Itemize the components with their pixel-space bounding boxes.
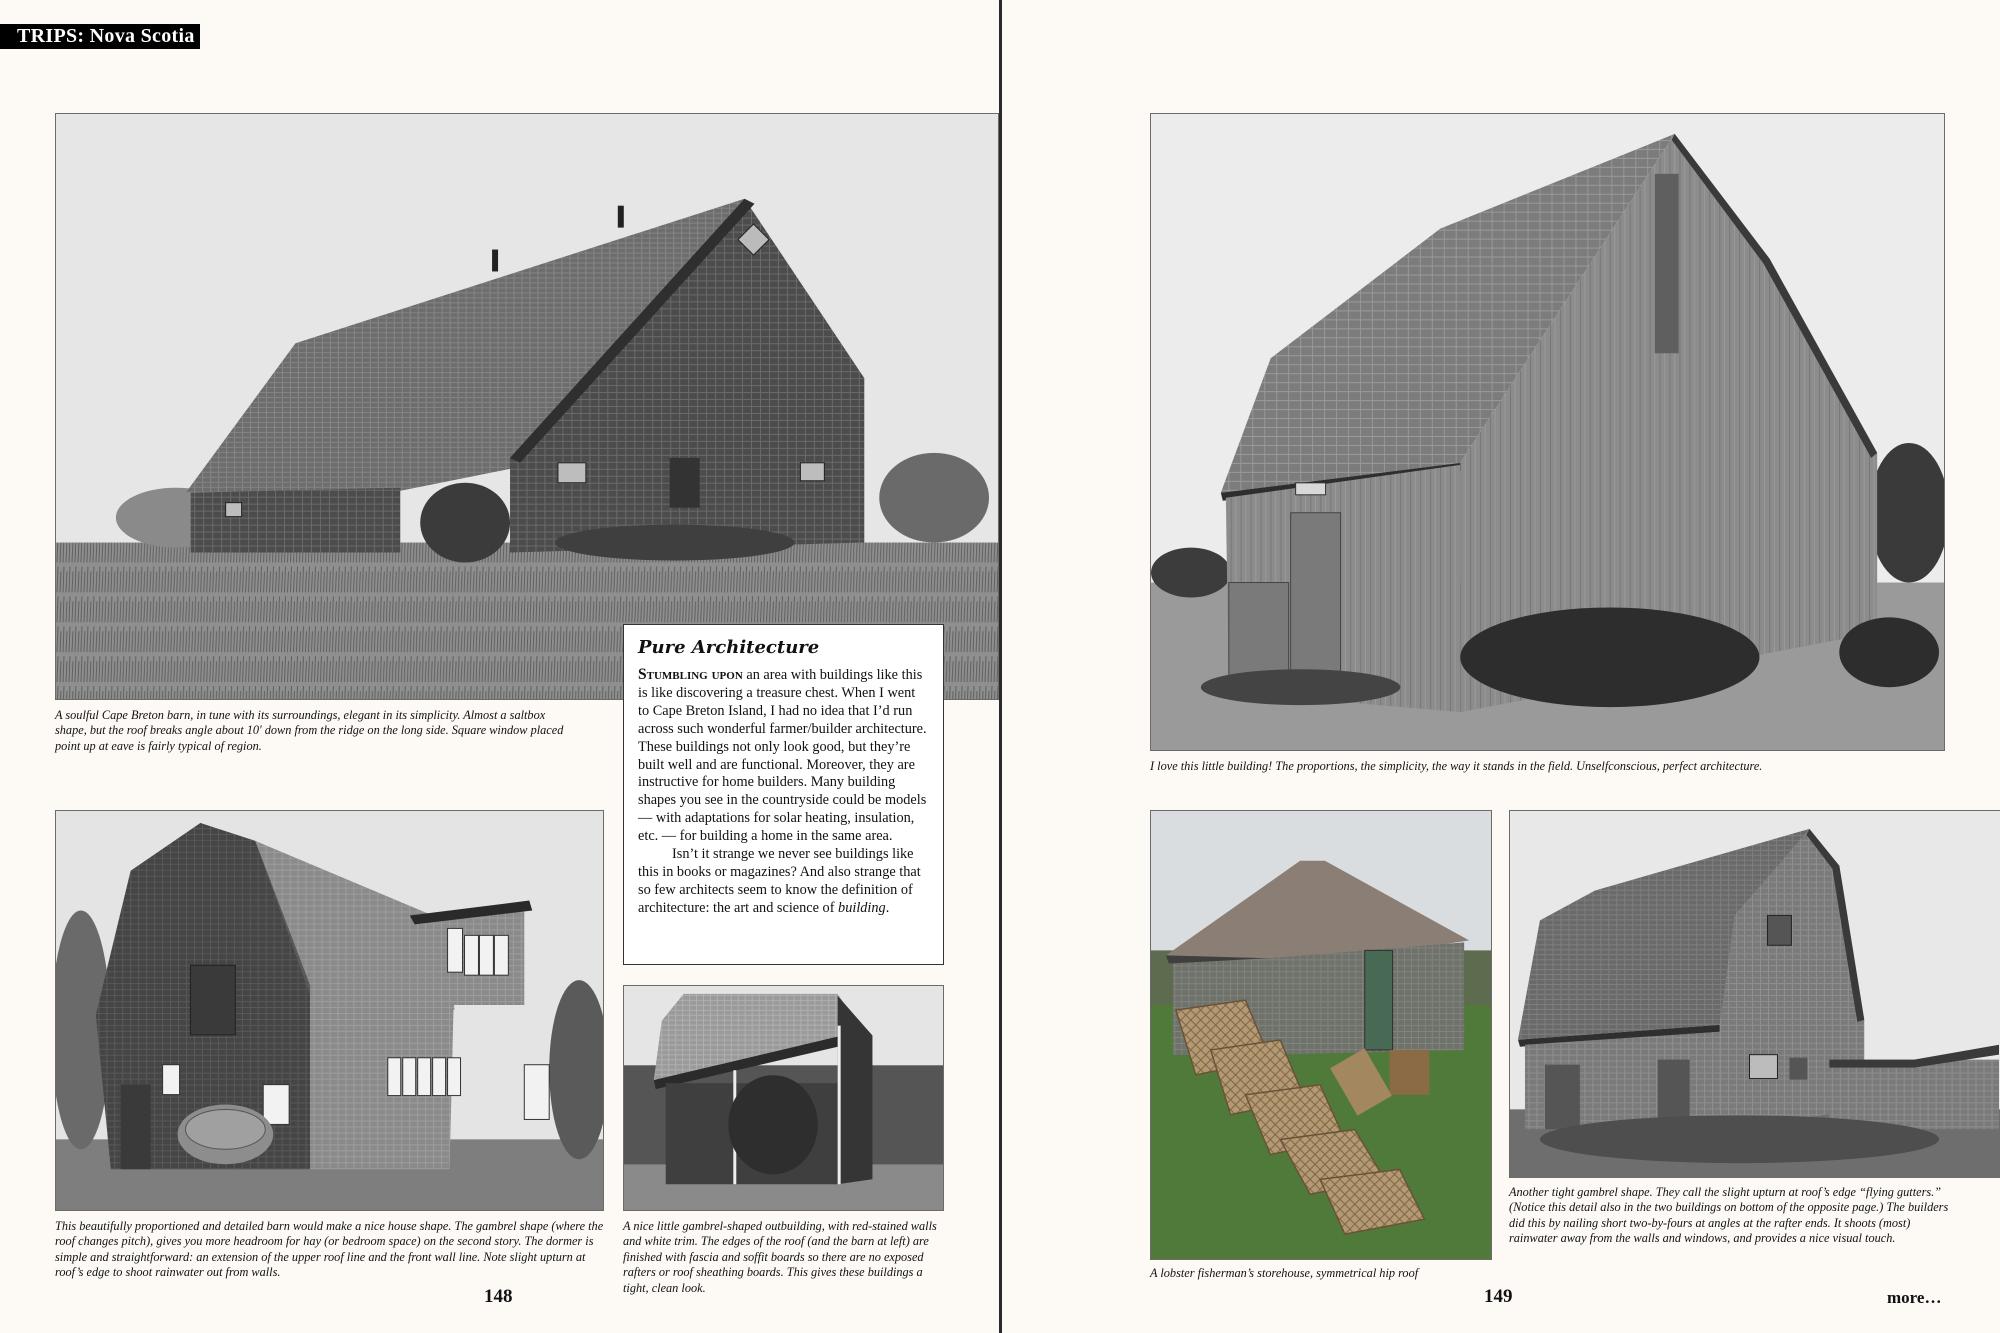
sidebar-title: Pure Architecture [638, 637, 820, 658]
photo-gambrel-house-barn [55, 810, 604, 1211]
continued-more-link[interactable]: more… [1887, 1288, 1942, 1307]
sidebar-paragraph-2-end: . [885, 899, 890, 916]
sidebar-paragraph-1-text: an area with buildings like this is like discovering a treasure chest. When I went to Cape Breton Island, I had no idea that I’d run across such wonderful farmer/builder architecture. These buildings not only look good, but they’re built well and are functional. Moreover, they are instructive for home builders. Many building shapes you see in the countryside could be models — with adaptations for solar heating, insulation, etc. — for building a home in the same area. [638, 667, 927, 845]
caption-flying-gutters-barn: Another tight gambrel shape. They call the slight upturn at roof’s edge “flying gutters.” (Notice this detail also in the two buildings on bottom of the opposite page.) The builders did this by nailing short two-by-fours at angles at the rafter ends. It shoots (most) rainwater away from the walls and windows, and provides a nice visual touch. [1509, 1185, 1949, 1246]
photo-saltbox-barn [55, 113, 999, 700]
sidebar-paragraph-2 [638, 846, 929, 918]
sidebar-paragraph-1 [638, 666, 929, 846]
caption-gambrel-outbuilding: A nice little gambrel-shaped outbuilding, with red-stained walls and white trim. The edges of the roof (and the barn at left) are finished with fascia and soffit boards so there are no exposed rafters or roof sheathing boards. This gives these buildings a tight, clean look. [623, 1219, 937, 1295]
sidebar-lead-in: Stumbling upon [638, 666, 743, 683]
page-number-left: 148 [484, 1286, 513, 1307]
caption-lobster-storehouse: A lobster fisherman’s storehouse, symmetrical hip roof [1150, 1266, 1419, 1280]
caption-saltbox-barn: A soulful Cape Breton barn, in tune with its surroundings, elegant in its simplicity. Almost a saltbox shape, but the roof breaks angle about 10' down from the ridge on the long side. Square window placed point up at eave is fairly typical of region. [55, 708, 564, 753]
sidebar-emphasis-building: building [838, 899, 886, 916]
page-gutter-divider [999, 0, 1002, 1333]
caption-weathered-barn: I love this little building! The proportions, the simplicity, the way it stands in the field. Unselfconscious, perfect architecture. [1150, 759, 1763, 773]
caption-gambrel-house-barn: This beautifully proportioned and detailed barn would make a nice house shape. The gambrel shape (where the roof changes pitch), gives you more headroom for hay (or bedroom space) on the second story. The dormer is simple and straightforward: an extension of the upper roof line and the front wall line. Note slight upturn at roof’s edge to shoot rainwater out from walls. [55, 1219, 604, 1280]
section-header-label: TRIPS: Nova Scotia [0, 24, 200, 49]
photo-lobster-storehouse [1150, 810, 1492, 1260]
sidebar-paragraph-2-text: Isn’t it strange we never see buildings like this in books or magazines? And also strange that so few architects seem to know the definition of architecture: the art and science of [638, 846, 921, 916]
sidebar-pure-architecture [623, 624, 944, 965]
page-number-right: 149 [1484, 1286, 1513, 1307]
photo-flying-gutters-barn [1509, 810, 2000, 1178]
photo-gambrel-outbuilding [623, 985, 944, 1211]
photo-weathered-barn [1150, 113, 1945, 751]
